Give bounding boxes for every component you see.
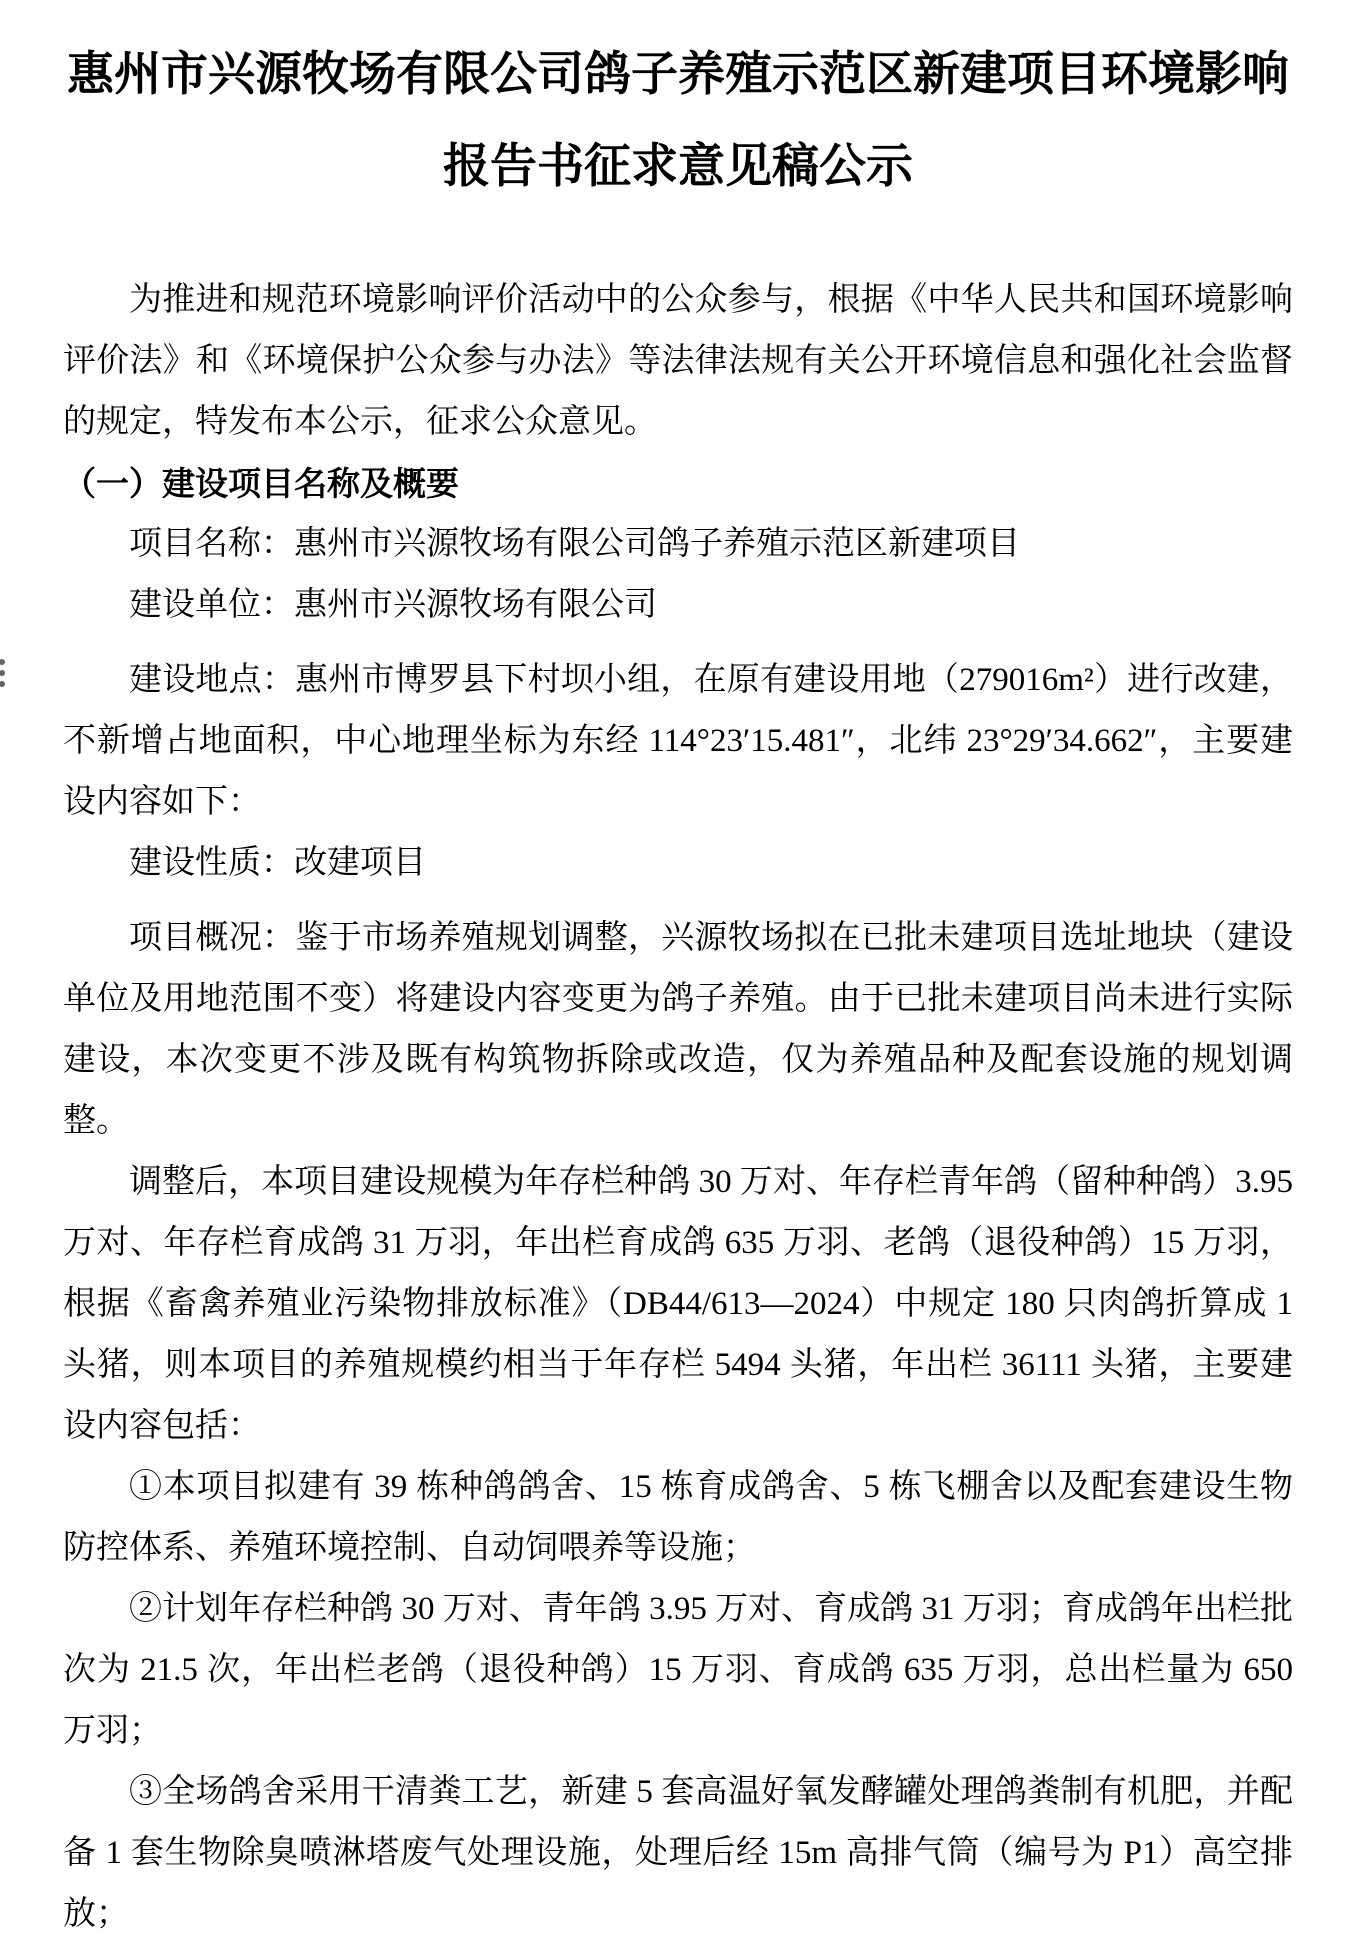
paragraph: 建设地点：惠州市博罗县下村坝小组，在原有建设用地（279016m²）进行改建，不新增占地面积，中心地理坐标为东经 114°23′15.481″，北纬 23°29′34.662″，主要建设内容如下： <box>63 662 1293 820</box>
paragraph: 为推进和规范环境影响评价活动中的公众参与，根据《中华人民共和国环境影响评价法》和《环境保护公众参与办法》等法律法规有关公开环境信息和强化社会监督的规定，特发布本公示，征求公众意见。 <box>63 282 1293 440</box>
section-heading: （一）建设项目名称及概要 <box>63 465 459 502</box>
handle-dot <box>0 670 5 676</box>
paragraph: 项目名称：惠州市兴源牧场有限公司鸽子养殖示范区新建项目 <box>129 526 1020 562</box>
paragraph: ①本项目拟建有 39 栋种鸽鸽舍、15 栋育成鸽舍、5 栋飞棚舍以及配套建设生物防控体系、养殖环境控制、自动饲喂养等设施； <box>63 1469 1293 1566</box>
document-body <box>63 270 1293 1945</box>
paragraph-drag-handle-icon[interactable] <box>0 659 8 687</box>
paragraph: ③全场鸽舍采用干清粪工艺，新建 5 套高温好氧发酵罐处理鸽粪制有机肥，并配备 1 套生物除臭喷淋塔废气处理设施，处理后经 15m 高排气筒（编号为 P1）高空排放； <box>63 1774 1293 1932</box>
paragraph: ②计划年存栏种鸽 30 万对、青年鸽 3.95 万对、育成鸽 31 万羽；育成鸽年出栏批次为 21.5 次，年出栏老鸽（退役种鸽）15 万羽、育成鸽 635 万羽，总出栏量为 650 万羽； <box>63 1591 1293 1749</box>
paragraph: 建设性质：改建项目 <box>129 845 426 881</box>
paragraph: 建设单位：惠州市兴源牧场有限公司 <box>129 587 657 623</box>
document-title: 惠州市兴源牧场有限公司鸽子养殖示范区新建项目环境影响报告书征求意见稿公示 <box>67 47 1289 192</box>
handle-dot <box>0 681 5 687</box>
paragraph: 调整后，本项目建设规模为年存栏种鸽 30 万对、年存栏青年鸽（留种种鸽）3.95 万对、年存栏育成鸽 31 万羽，年出栏育成鸽 635 万羽、老鸽（退役种鸽）15 万羽，根据《畜禽养殖业污染物排放标准》（DB44/613—2024）中规定 180 只肉鸽折算成 1 头猪，则本项目的养殖规模约相当于年存栏 5494 头猪，年出栏 36111 头猪，主要建设内容包括： <box>63 1164 1293 1444</box>
handle-dot <box>0 659 5 665</box>
paragraph: 项目概况：鉴于市场养殖规划调整，兴源牧场拟在已批未建项目选址地块（建设单位及用地范围不变）将建设内容变更为鸽子养殖。由于已批未建项目尚未进行实际建设，本次变更不涉及既有构筑物拆除或改造，仅为养殖品种及配套设施的规划调整。 <box>63 920 1293 1139</box>
